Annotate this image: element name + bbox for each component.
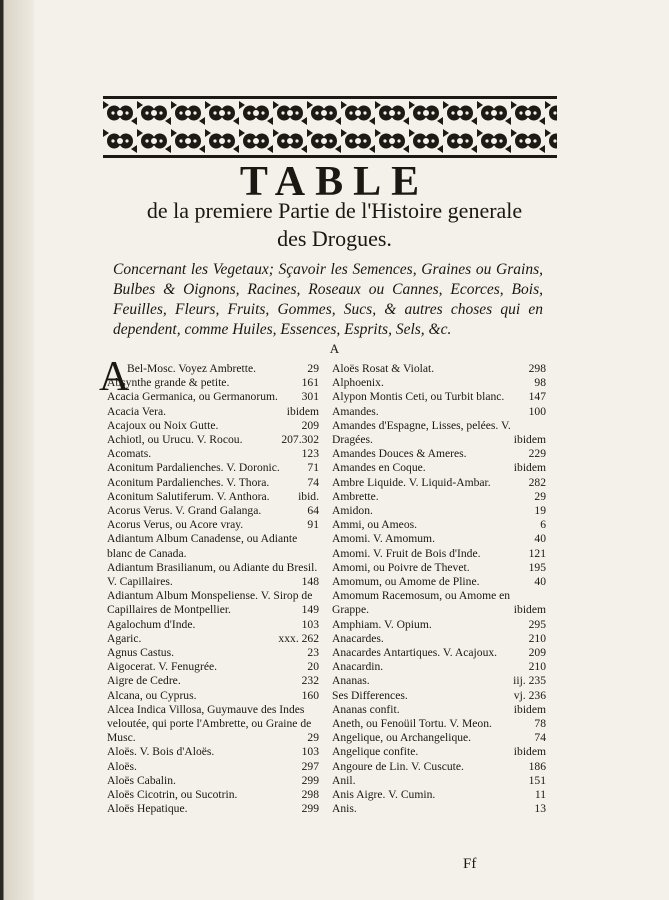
entry-term: Aloës Cabalin. <box>107 773 176 787</box>
index-entry <box>332 575 546 589</box>
index-entry <box>332 518 546 532</box>
entry-page-number: 19 <box>534 504 546 518</box>
entry-term: Bel-Mosc. Voyez Ambrette. <box>127 362 257 375</box>
entry-page-number: 298 <box>301 788 319 802</box>
entry-term: Anacardes. <box>332 631 384 645</box>
entry-page-number: 301 <box>301 390 319 404</box>
index-entry <box>332 490 546 504</box>
entry-page-number: 103 <box>301 745 319 759</box>
entry-term: Amomi. V. Amomum. <box>332 532 435 546</box>
index-entry <box>107 433 319 447</box>
entry-page-number: xxx. 262 <box>278 631 319 645</box>
entry-page-number: vj. 236 <box>513 688 546 702</box>
entry-term: Adiantum Album Canadense, ou Adiante blanc de Canada. <box>107 532 298 560</box>
entry-page-number: 209 <box>528 646 546 660</box>
entry-term: Adiantum Brasilianum, ou Adiante du Bresil. V. Capillaires. <box>107 560 318 589</box>
entry-page-number: 148 <box>301 575 319 589</box>
index-entry <box>332 646 546 660</box>
entry-term: Aloës Cicotrin, ou Sucotrin. <box>107 788 238 802</box>
index-entry <box>332 476 546 490</box>
entry-term: Aconitum Pardalienches. V. Thora. <box>107 475 270 489</box>
entry-term: Alcana, ou Cyprus. <box>107 688 197 702</box>
entry-page-number: 297 <box>301 759 319 773</box>
entry-page-number: 40 <box>534 532 546 546</box>
index-column-right <box>332 362 546 817</box>
entry-page-number: 20 <box>307 660 319 674</box>
index-entry <box>107 419 319 433</box>
entry-term: Acacia Vera. <box>107 404 167 418</box>
entry-term: Anis. <box>332 802 357 816</box>
entry-page-number: 299 <box>301 773 319 787</box>
index-entry <box>107 589 319 617</box>
entry-term: Anacardin. <box>332 660 384 674</box>
index-entry <box>107 618 319 632</box>
page-subtitle-line-1: de la premiere Partie de l'Histoire generale <box>146 198 523 223</box>
header-ornament-band <box>103 96 557 158</box>
index-entry <box>332 774 546 788</box>
entry-page-number: 100 <box>528 404 546 418</box>
entry-term: Anis Aigre. V. Cumin. <box>332 788 436 802</box>
entry-page-number: 23 <box>307 646 319 660</box>
entry-term: Aigre de Cedre. <box>107 674 181 688</box>
index-entry <box>107 788 319 802</box>
entry-page-number: ibidem <box>513 461 546 475</box>
index-entry <box>107 745 319 759</box>
entry-term: Ananas. <box>332 674 370 688</box>
index-entry <box>332 504 546 518</box>
index-entry <box>107 447 319 461</box>
index-entry <box>107 660 319 674</box>
entry-page-number: ibidem <box>513 603 546 617</box>
entry-page-number: 123 <box>301 447 319 461</box>
entry-term: Amomi. V. Fruit de Bois d'Inde. <box>332 546 481 560</box>
entry-page-number: 121 <box>528 546 546 560</box>
entry-page-number: 74 <box>307 475 319 489</box>
entry-term: Amomum, ou Amome de Pline. <box>332 575 480 589</box>
entry-term: Aconitum Pardalienches. V. Doronic. <box>107 461 280 475</box>
index-entry <box>107 632 319 646</box>
index-entry <box>332 731 546 745</box>
entry-term: Aneth, ou Fenoüil Tortu. V. Meon. <box>332 717 492 731</box>
entry-term: Acajoux ou Noix Gutte. <box>107 418 219 432</box>
entry-page-number: 98 <box>534 376 546 390</box>
entry-page-number: ibidem <box>513 702 546 716</box>
index-entry <box>332 390 546 404</box>
entry-term: Ambre Liquide. V. Liquid-Ambar. <box>332 475 491 489</box>
index-entry <box>332 561 546 575</box>
entry-page-number: 195 <box>528 560 546 574</box>
drop-cap-letter: A <box>99 354 130 400</box>
entry-term: Angelique confite. <box>332 745 419 759</box>
entry-term: Alypon Montis Ceti, ou Turbit blanc. <box>332 390 505 404</box>
entry-term: Amandes en Coque. <box>332 461 426 475</box>
page-title: TABLE <box>239 159 430 205</box>
index-entry <box>332 703 546 717</box>
entry-term: Amandes. <box>332 404 379 418</box>
index-entry <box>332 405 546 419</box>
entry-page-number: 149 <box>301 603 319 617</box>
entry-page-number: 186 <box>528 759 546 773</box>
entry-term: Amomi, ou Poivre de Thevet. <box>332 560 470 574</box>
entry-page-number: 11 <box>534 788 546 802</box>
entry-page-number: 210 <box>528 660 546 674</box>
index-entry <box>107 476 319 490</box>
fleuron-ornament-icon <box>103 99 557 155</box>
entry-term: Aloës. <box>107 759 137 773</box>
index-entry <box>107 461 319 475</box>
page-subtitle-line-2: des Drogues. <box>277 226 392 251</box>
entry-page-number: 229 <box>528 447 546 461</box>
index-entry <box>332 717 546 731</box>
index-entry <box>332 532 546 546</box>
entry-term: Acorus Verus, ou Acore vray. <box>107 518 244 532</box>
entry-page-number: 91 <box>307 518 319 532</box>
entry-term: Anil. <box>332 773 356 787</box>
entry-term: Adiantum Album Monspeliense. V. Sirop de Capillaires de Montpellier. <box>107 589 313 617</box>
entry-page-number: 210 <box>528 631 546 645</box>
entry-page-number: 282 <box>528 475 546 489</box>
entry-term: Amomum Racemosum, ou Amome en Grappe. <box>332 589 511 617</box>
entry-term: Anacardes Antartiques. V. Acajoux. <box>332 646 498 660</box>
entry-page-number: 64 <box>307 504 319 518</box>
entry-term: Alcea Indica Villosa, Guymauve des Indes veloutée, qui porte l'Ambrette, ou Graine de Musc. <box>107 702 312 745</box>
index-entry <box>332 447 546 461</box>
entry-page-number: ibidem <box>513 745 546 759</box>
entry-term: Angoure de Lin. V. Cuscute. <box>332 759 464 773</box>
entry-page-number: 207.302 <box>281 433 319 447</box>
index-entry <box>107 674 319 688</box>
entry-page-number: 40 <box>534 575 546 589</box>
index-entry <box>107 390 319 404</box>
index-entry <box>107 802 319 816</box>
entry-term: Ammi, ou Ameos. <box>332 518 418 532</box>
index-entry <box>107 376 319 390</box>
entry-term: Alphoenix. <box>332 376 384 390</box>
index-entry <box>332 674 546 688</box>
index-entry <box>107 703 319 746</box>
entry-term: Acomats. <box>107 447 152 461</box>
entry-page-number: 151 <box>528 773 546 787</box>
entry-term: Ses Differences. <box>332 688 408 702</box>
entry-term: Agaric. <box>107 631 142 645</box>
index-entry <box>332 745 546 759</box>
entry-page-number: 78 <box>534 717 546 731</box>
introductory-paragraph: Concernant les Vegetaux; Sçavoir les Semences, Graines ou Grains, Bulbes & Oignons, Racines, Roseaux ou Cannes, Ecorces, Bois, Feuilles, Fleurs, Fruits, Gommes, Sucs, & autres choses qui en dependent, comme Huiles, Essences, Esprits, Sels, &c. <box>113 261 543 338</box>
entry-page-number: 6 <box>540 518 546 532</box>
entry-term: Amphiam. V. Opium. <box>332 617 432 631</box>
entry-page-number: 160 <box>301 688 319 702</box>
entry-term: Amidon. <box>332 504 373 518</box>
index-entry <box>332 461 546 475</box>
index-entry <box>332 618 546 632</box>
entry-page-number: iij. 235 <box>513 674 546 688</box>
entry-page-number: ibidem <box>286 404 319 418</box>
page-binding-edge <box>0 0 34 900</box>
section-letter: A <box>329 341 340 356</box>
entry-term: Achiotl, ou Urucu. V. Rocou. <box>107 433 243 447</box>
index-entry <box>107 490 319 504</box>
index-entry <box>332 660 546 674</box>
entry-term: Acacia Germanica, ou Germanorum. <box>107 390 278 404</box>
entry-page-number: 74 <box>534 731 546 745</box>
index-entry <box>332 547 546 561</box>
index-entry <box>332 589 546 617</box>
entry-page-number: 299 <box>301 802 319 816</box>
entry-page-number: 71 <box>307 461 319 475</box>
index-entry <box>107 518 319 532</box>
index-entry <box>332 419 546 447</box>
entry-term: Agalochum d'Inde. <box>107 617 196 631</box>
index-entry <box>107 561 319 589</box>
index-column-left <box>99 354 319 817</box>
entry-term: Ananas confit. <box>332 702 400 716</box>
entry-term: Aigocerat. V. Fenugrée. <box>107 660 218 674</box>
entry-page-number: 13 <box>534 802 546 816</box>
entry-page-number: ibidem <box>513 433 546 447</box>
entry-page-number: 29 <box>534 489 546 503</box>
index-entry <box>332 788 546 802</box>
index-entry <box>332 362 546 376</box>
entry-page-number: 29 <box>307 362 319 375</box>
index-entry <box>332 760 546 774</box>
entry-page-number: 103 <box>301 617 319 631</box>
index-entry <box>107 504 319 518</box>
entry-page-number: 298 <box>528 362 546 375</box>
entry-page-number: 161 <box>301 376 319 390</box>
entry-page-number: ibid. <box>298 489 319 503</box>
index-entry <box>107 760 319 774</box>
entry-term: Aloës Hepatique. <box>107 802 188 816</box>
entry-term: Acorus Verus. V. Grand Galanga. <box>107 504 262 518</box>
entry-term: Agnus Castus. <box>107 646 174 660</box>
index-entry <box>332 689 546 703</box>
entry-term: Amandes Douces & Ameres. <box>332 447 467 461</box>
signature-mark: Ff <box>463 856 477 872</box>
entry-term: Aloës. V. Bois d'Aloës. <box>107 745 215 759</box>
entry-term: Ambrette. <box>332 489 379 503</box>
index-entry <box>107 689 319 703</box>
entry-term: Aloës Rosat & Violat. <box>332 362 435 375</box>
index-entry <box>332 802 546 816</box>
index-entry <box>107 646 319 660</box>
index-entry <box>332 632 546 646</box>
index-entry <box>107 405 319 419</box>
index-entry <box>107 774 319 788</box>
entry-term: Amandes d'Espagne, Lisses, pelées. V. Dragées. <box>332 418 511 447</box>
entry-term: Absynthe grande & petite. <box>107 376 230 390</box>
index-entry <box>332 376 546 390</box>
entry-page-number: 29 <box>307 731 319 745</box>
entry-page-number: 209 <box>301 418 319 432</box>
entry-term: Angelique, ou Archangelique. <box>332 731 472 745</box>
entry-page-number: 232 <box>301 674 319 688</box>
entry-page-number: 295 <box>528 617 546 631</box>
entry-term: Aconitum Salutiferum. V. Anthora. <box>107 489 270 503</box>
entry-page-number: 147 <box>528 390 546 404</box>
index-entry <box>107 532 319 560</box>
